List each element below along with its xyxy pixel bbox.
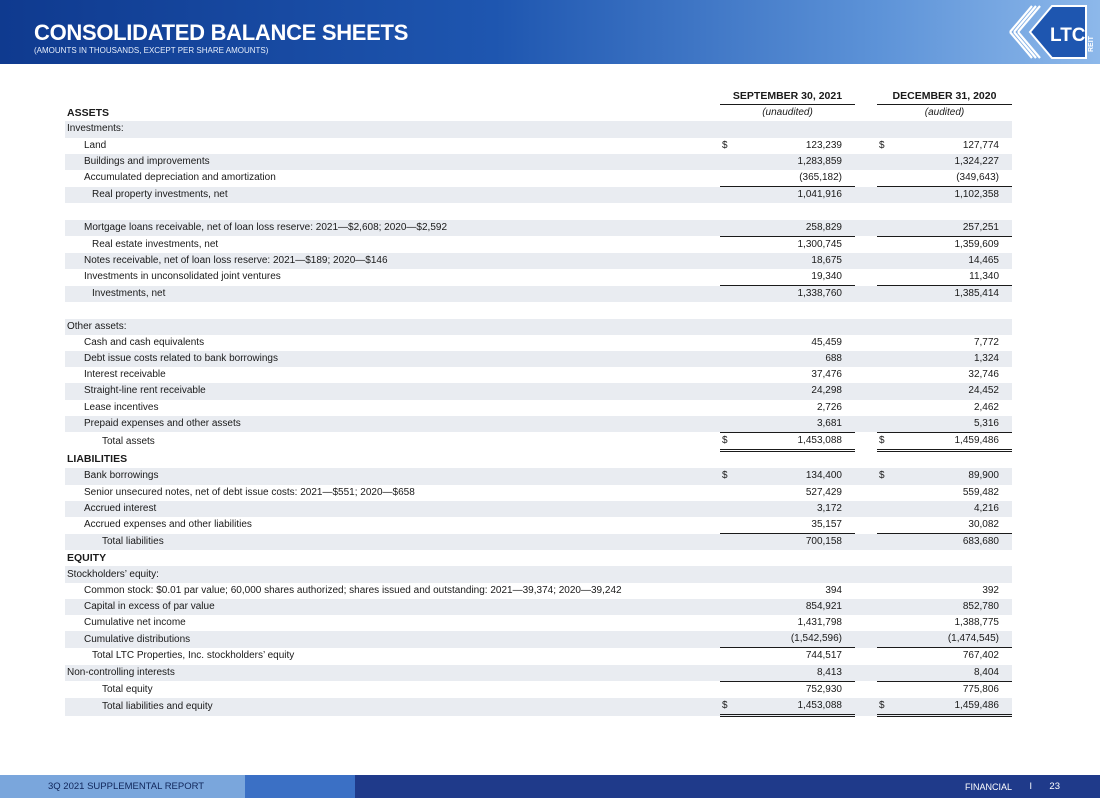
currency-dec-2020 (877, 286, 899, 303)
column-header-dec-2020: DECEMBER 31, 2020 (877, 88, 1012, 105)
ltc-reit-logo (990, 0, 1100, 64)
row-label: Mortgage loans receivable, net of loan loss reserve: 2021—$2,608; 2020—$2,592 (65, 220, 720, 237)
value-dec-2020: 1,324 (899, 351, 1012, 367)
table-row (65, 335, 1012, 351)
row-label: Investments in unconsolidated joint ventures (84, 271, 281, 283)
value-dec-2020: 5,316 (899, 416, 1012, 433)
currency-dec-2020: $ (877, 432, 899, 450)
currency-sep-2021 (720, 269, 742, 286)
table-row (65, 138, 1012, 154)
currency-sep-2021 (720, 599, 742, 615)
value-sep-2021: (1,542,596) (742, 631, 855, 648)
value-sep-2021: (365,182) (742, 170, 855, 187)
value-dec-2020: 24,452 (899, 383, 1012, 399)
currency-dec-2020 (877, 631, 899, 648)
value-dec-2020: 392 (982, 584, 999, 596)
row-label: Buildings and improvements (65, 154, 720, 170)
row-label: Common stock: $0.01 par value; 60,000 shares authorized; shares issued and outstanding: 2021—39,374; 2020—39,242 (84, 584, 622, 596)
table-row (65, 534, 1012, 551)
currency-dec-2020: $ (879, 139, 885, 151)
value-dec-2020 (899, 302, 1012, 318)
table-row (65, 170, 1012, 187)
currency-sep-2021: $ (722, 139, 728, 151)
value-dec-2020: (1,474,545) (899, 631, 1012, 648)
table-row (65, 468, 1012, 484)
currency-sep-2021 (720, 383, 742, 399)
currency-sep-2021 (720, 534, 742, 551)
table-row (65, 681, 1012, 698)
value-dec-2020: 7,772 (973, 336, 999, 348)
value-sep-2021: 744,517 (805, 650, 842, 662)
value-sep-2021: 854,921 (742, 599, 855, 615)
currency-sep-2021 (720, 170, 742, 187)
value-sep-2021: 1,453,088 (742, 698, 855, 716)
table-row (65, 154, 1012, 170)
currency-sep-2021 (720, 302, 742, 318)
currency-dec-2020: $ (877, 698, 899, 716)
table-row (65, 432, 1012, 450)
table-row (65, 286, 1012, 303)
value-dec-2020: 14,465 (899, 253, 1012, 269)
table-row (65, 485, 1012, 501)
currency-sep-2021 (720, 648, 742, 665)
value-dec-2020: 1,324,227 (899, 154, 1012, 170)
row-label: Bank borrowings (65, 468, 720, 484)
value-dec-2020: 767,402 (962, 650, 999, 662)
column-header-row (65, 88, 1012, 105)
row-label: Other assets: (65, 319, 720, 335)
value-dec-2020: 32,746 (968, 369, 999, 381)
currency-dec-2020 (877, 534, 899, 551)
value-sep-2021 (742, 550, 855, 566)
currency-dec-2020 (877, 187, 899, 204)
value-sep-2021: 258,829 (742, 220, 855, 237)
value-sep-2021: 527,429 (805, 486, 842, 498)
currency-sep-2021 (720, 451, 742, 469)
value-sep-2021: 1,453,088 (742, 432, 855, 450)
currency-dec-2020 (877, 501, 899, 517)
page-header (0, 0, 1100, 64)
row-label: Accumulated depreciation and amortization (84, 172, 276, 184)
currency-sep-2021 (720, 583, 742, 599)
currency-sep-2021 (720, 203, 742, 219)
value-dec-2020: 257,251 (899, 220, 1012, 237)
value-sep-2021: 123,239 (805, 139, 842, 151)
value-sep-2021: 1,300,745 (797, 238, 842, 250)
table-row (65, 583, 1012, 599)
currency-dec-2020 (877, 351, 899, 367)
row-label: Total LTC Properties, Inc. stockholders’ equity (92, 650, 295, 662)
currency-dec-2020 (877, 681, 899, 698)
currency-sep-2021 (720, 121, 742, 137)
table-row (65, 451, 1012, 469)
report-name: 3Q 2021 SUPPLEMENTAL REPORT (48, 781, 205, 792)
value-sep-2021: 1,283,859 (742, 154, 855, 170)
currency-sep-2021 (720, 400, 742, 416)
value-dec-2020 (899, 550, 1012, 566)
currency-sep-2021 (720, 319, 742, 335)
page-title: CONSOLIDATED BALANCE SHEETS (34, 20, 409, 45)
currency-dec-2020 (877, 517, 899, 534)
currency-sep-2021 (720, 351, 742, 367)
value-dec-2020: 683,680 (899, 534, 1012, 551)
row-label: Total liabilities and equity (65, 698, 720, 716)
row-label: Debt issue costs related to bank borrowings (65, 351, 720, 367)
table-row (65, 416, 1012, 433)
value-sep-2021 (742, 319, 855, 335)
value-sep-2021: 2,726 (816, 401, 842, 413)
value-dec-2020: 559,482 (962, 486, 999, 498)
page-number: 23 (1049, 781, 1060, 792)
value-dec-2020 (899, 203, 1012, 219)
table-row (65, 566, 1012, 582)
row-label: Stockholders’ equity: (65, 566, 720, 582)
value-dec-2020: 127,774 (962, 139, 999, 151)
balance-sheet-table (65, 88, 1012, 717)
value-sep-2021: 45,459 (811, 336, 842, 348)
currency-dec-2020 (877, 583, 899, 599)
table-row (65, 517, 1012, 534)
section-name: FINANCIAL (964, 782, 1012, 792)
currency-sep-2021: $ (720, 432, 742, 450)
value-dec-2020: 1,102,358 (899, 187, 1012, 204)
row-label: Real estate investments, net (92, 238, 219, 250)
currency-dec-2020 (877, 154, 899, 170)
currency-dec-2020 (877, 319, 899, 335)
currency-sep-2021 (720, 286, 742, 303)
currency-sep-2021 (720, 416, 742, 433)
value-dec-2020: 11,340 (899, 269, 1012, 286)
currency-dec-2020 (877, 485, 899, 501)
currency-sep-2021 (720, 154, 742, 170)
currency-sep-2021 (720, 550, 742, 566)
table-row (65, 648, 1012, 665)
value-dec-2020 (899, 319, 1012, 335)
value-sep-2021: 3,172 (742, 501, 855, 517)
row-label: Land (84, 139, 107, 151)
currency-dec-2020 (877, 665, 899, 682)
value-sep-2021: 18,675 (742, 253, 855, 269)
value-dec-2020: 2,462 (973, 401, 999, 413)
value-dec-2020: 1,388,775 (954, 617, 999, 629)
currency-dec-2020 (877, 599, 899, 615)
value-dec-2020: 775,806 (962, 683, 999, 695)
page-footer (0, 775, 1100, 798)
row-label: EQUITY (67, 552, 107, 565)
table-row (65, 615, 1012, 631)
value-dec-2020: 30,082 (899, 517, 1012, 534)
row-label: Investments, net (65, 286, 720, 303)
row-label: Total liabilities (65, 534, 720, 551)
currency-sep-2021 (720, 665, 742, 682)
value-sep-2021: 1,431,798 (797, 617, 842, 629)
currency-sep-2021 (720, 631, 742, 648)
value-dec-2020: 8,404 (899, 665, 1012, 682)
currency-dec-2020 (877, 302, 899, 318)
value-dec-2020: 1,459,486 (899, 698, 1012, 716)
row-label: Total equity (102, 683, 153, 695)
row-label: Prepaid expenses and other assets (65, 416, 720, 433)
table-row (65, 121, 1012, 137)
row-label: Investments: (65, 121, 720, 137)
value-sep-2021: 394 (825, 584, 842, 596)
currency-dec-2020 (877, 236, 899, 253)
table-row (65, 599, 1012, 615)
currency-sep-2021 (720, 253, 742, 269)
currency-dec-2020: $ (877, 468, 899, 484)
value-sep-2021: 35,157 (742, 517, 855, 534)
table-row (65, 367, 1012, 383)
value-dec-2020: 852,780 (899, 599, 1012, 615)
value-sep-2021 (742, 302, 855, 318)
currency-sep-2021 (720, 187, 742, 204)
row-label: ASSETS (67, 107, 110, 120)
table-row (65, 631, 1012, 648)
currency-dec-2020 (877, 203, 899, 219)
currency-dec-2020 (877, 220, 899, 237)
currency-sep-2021 (720, 485, 742, 501)
value-sep-2021: 8,413 (742, 665, 855, 682)
value-sep-2021 (742, 451, 855, 469)
currency-sep-2021 (720, 615, 742, 631)
table-row (65, 665, 1012, 682)
row-label: Lease incentives (84, 401, 159, 413)
currency-dec-2020 (877, 451, 899, 469)
currency-sep-2021: $ (720, 468, 742, 484)
row-label: Cash and cash equivalents (84, 336, 205, 348)
currency-dec-2020 (877, 566, 899, 582)
table-row (65, 698, 1012, 716)
value-dec-2020 (899, 566, 1012, 582)
value-sep-2021: 24,298 (742, 383, 855, 399)
value-sep-2021: 37,476 (811, 369, 842, 381)
value-dec-2020: 1,359,609 (954, 238, 999, 250)
value-dec-2020 (899, 121, 1012, 137)
value-sep-2021: 700,158 (742, 534, 855, 551)
row-label: Cumulative net income (84, 617, 186, 629)
table-row (65, 351, 1012, 367)
table-row (65, 319, 1012, 335)
table-row (65, 501, 1012, 517)
row-label: Interest receivable (84, 369, 166, 381)
column-subheader-sep-2021: (unaudited) (762, 107, 813, 119)
currency-sep-2021 (720, 681, 742, 698)
value-sep-2021: 3,681 (742, 416, 855, 433)
table-row (65, 400, 1012, 416)
table-row (65, 383, 1012, 399)
value-sep-2021: 688 (742, 351, 855, 367)
value-sep-2021: 134,400 (742, 468, 855, 484)
table-row (65, 269, 1012, 286)
row-label: Senior unsecured notes, net of debt issue costs: 2021—$551; 2020—$658 (84, 486, 415, 498)
value-dec-2020: 1,459,486 (899, 432, 1012, 450)
value-sep-2021: 19,340 (742, 269, 855, 286)
table-row (65, 236, 1012, 253)
page-subtitle: (AMOUNTS IN THOUSANDS, EXCEPT PER SHARE AMOUNTS) (34, 46, 269, 55)
table-row (65, 550, 1012, 566)
row-label (65, 203, 720, 219)
value-sep-2021 (742, 566, 855, 582)
currency-sep-2021 (720, 220, 742, 237)
footer-separator: I (1029, 781, 1032, 791)
currency-sep-2021: $ (720, 698, 742, 716)
value-sep-2021: 1,041,916 (742, 187, 855, 204)
value-sep-2021: 1,338,760 (742, 286, 855, 303)
row-label: Notes receivable, net of loan loss reserve: 2021—$189; 2020—$146 (65, 253, 720, 269)
currency-sep-2021 (720, 501, 742, 517)
logo-sub: REIT (1088, 36, 1095, 52)
currency-dec-2020 (877, 550, 899, 566)
currency-sep-2021 (720, 517, 742, 534)
currency-sep-2021 (720, 335, 742, 351)
currency-dec-2020 (877, 170, 899, 187)
row-label: LIABILITIES (67, 453, 128, 466)
value-dec-2020: 4,216 (899, 501, 1012, 517)
table-row (65, 220, 1012, 237)
value-sep-2021: 752,930 (805, 683, 842, 695)
logo-text: LTC (1050, 25, 1086, 46)
row-label (65, 302, 720, 318)
table-row (65, 105, 1012, 122)
currency-dec-2020 (877, 615, 899, 631)
currency-dec-2020 (877, 400, 899, 416)
value-dec-2020: (349,643) (899, 170, 1012, 187)
row-label: Straight-line rent receivable (65, 383, 720, 399)
currency-dec-2020 (877, 367, 899, 383)
table-row (65, 253, 1012, 269)
row-label: Non-controlling interests (65, 665, 720, 682)
currency-dec-2020 (877, 335, 899, 351)
row-label: Accrued interest (65, 501, 720, 517)
currency-dec-2020 (877, 383, 899, 399)
currency-dec-2020 (877, 253, 899, 269)
value-dec-2020: 1,385,414 (899, 286, 1012, 303)
row-label: Total assets (102, 435, 155, 447)
table-row (65, 187, 1012, 204)
table-row (65, 203, 1012, 219)
value-dec-2020 (899, 451, 1012, 469)
row-label: Cumulative distributions (65, 631, 720, 648)
currency-sep-2021 (720, 367, 742, 383)
table-row (65, 302, 1012, 318)
row-label: Accrued expenses and other liabilities (84, 519, 252, 531)
value-sep-2021 (742, 203, 855, 219)
currency-sep-2021 (720, 236, 742, 253)
currency-dec-2020 (877, 416, 899, 433)
currency-dec-2020 (877, 121, 899, 137)
currency-dec-2020 (877, 269, 899, 286)
row-label: Real property investments, net (65, 187, 720, 204)
currency-sep-2021 (720, 566, 742, 582)
column-header-sep-2021: SEPTEMBER 30, 2021 (720, 88, 855, 105)
currency-dec-2020 (877, 648, 899, 665)
row-label: Capital in excess of par value (65, 599, 720, 615)
value-sep-2021 (742, 121, 855, 137)
value-dec-2020: 89,900 (899, 468, 1012, 484)
column-subheader-dec-2020: (audited) (924, 107, 965, 119)
